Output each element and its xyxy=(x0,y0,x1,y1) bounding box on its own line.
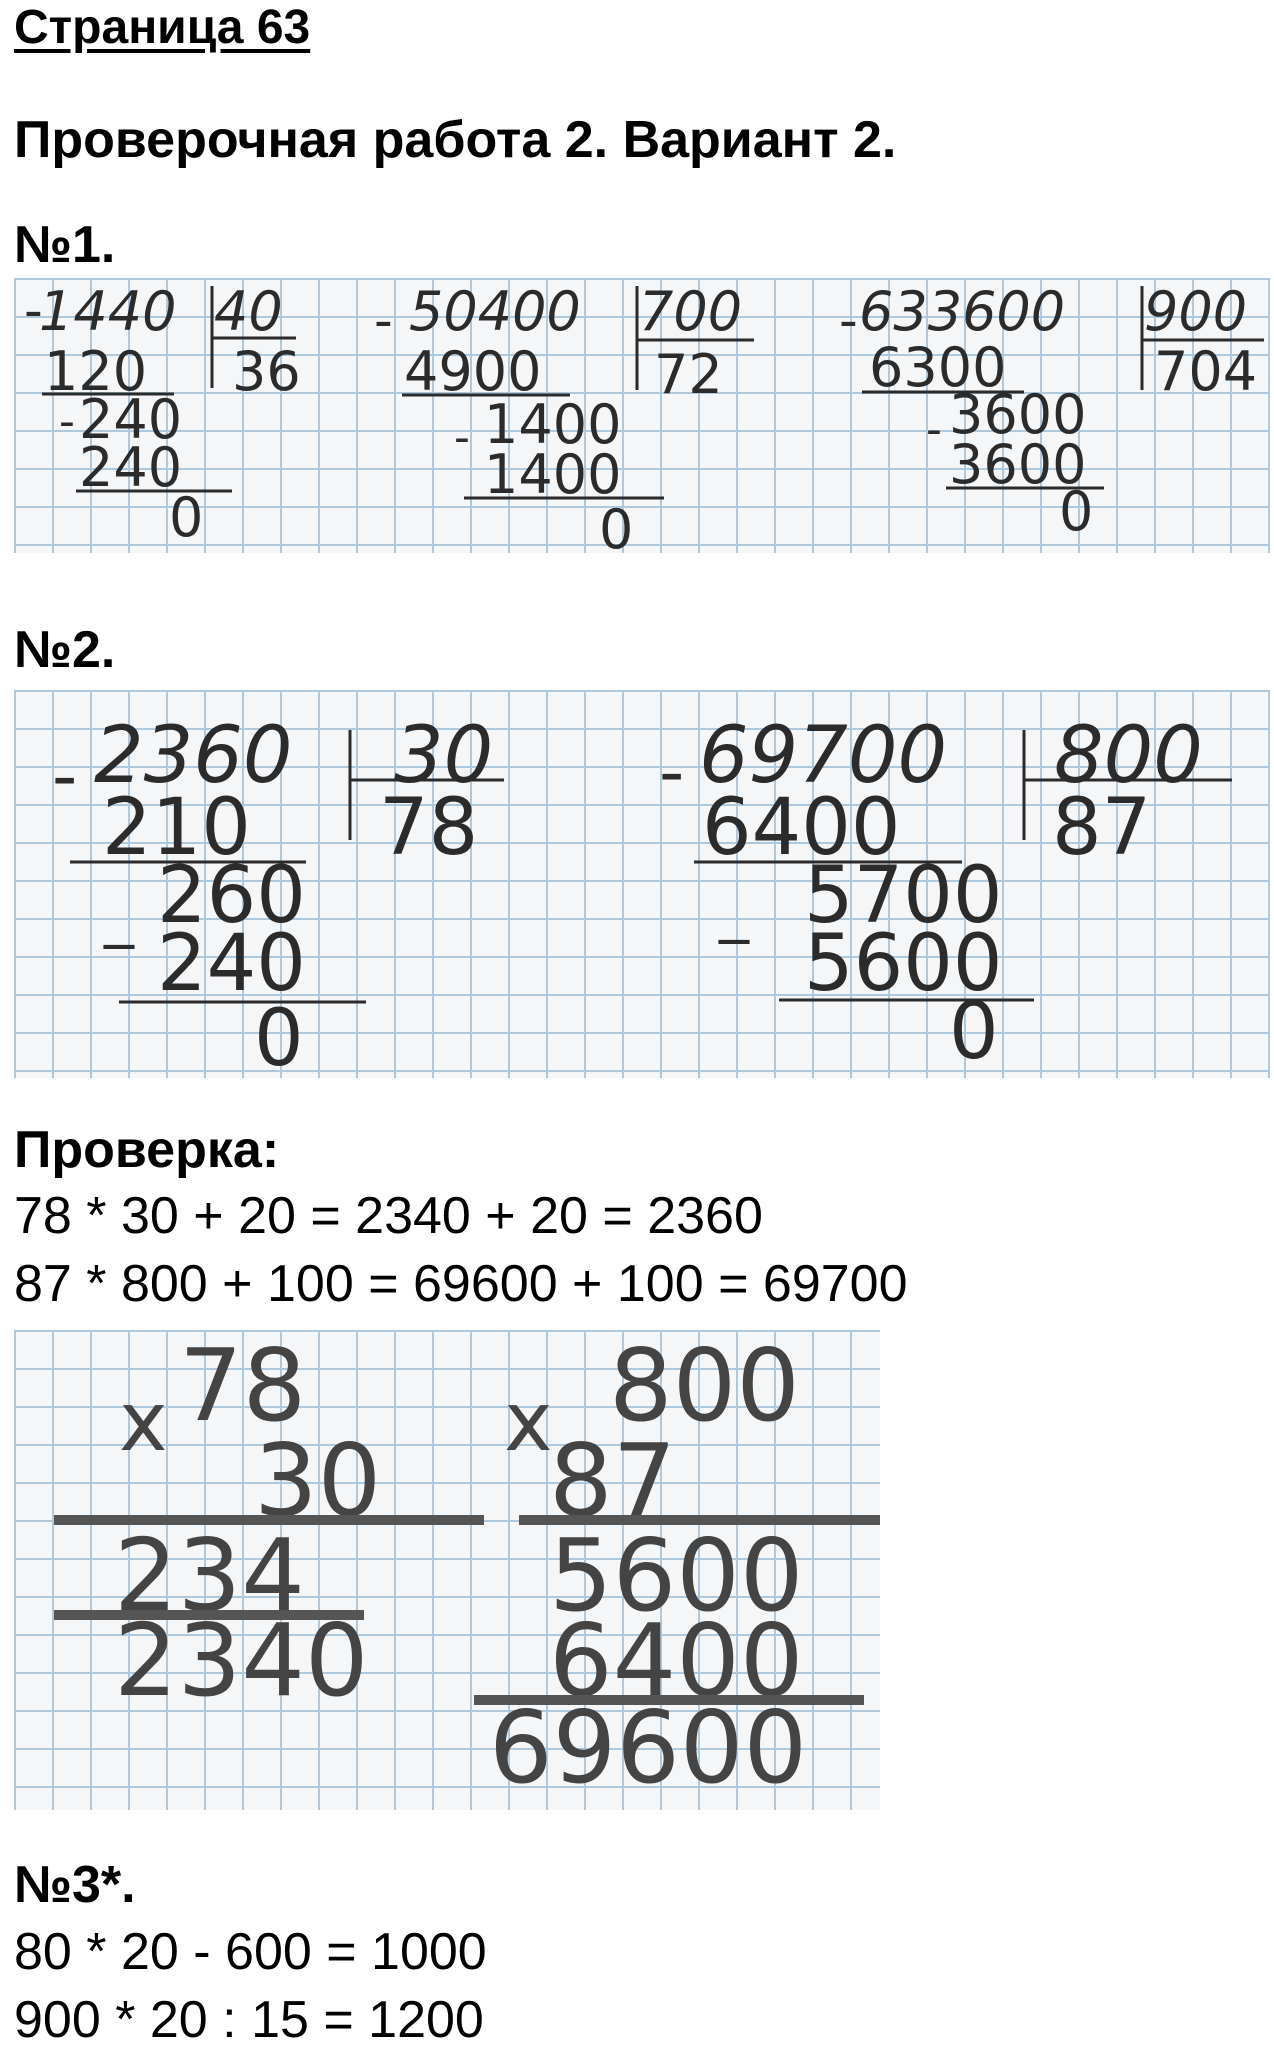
minus-sign: - xyxy=(454,412,470,463)
partial-1: 5600 xyxy=(549,1517,804,1634)
step-3: 3600 xyxy=(949,433,1087,496)
factor-b: 87 xyxy=(549,1422,677,1539)
minus-sign: - xyxy=(52,735,78,817)
task1-divisions xyxy=(14,278,1270,561)
step-1: 6400 xyxy=(702,783,901,873)
dividend: 50400 xyxy=(409,280,581,343)
step-4: 0 xyxy=(599,498,634,561)
task1-label: №1. xyxy=(14,216,116,274)
task3-line-1: 80 * 20 - 600 = 1000 xyxy=(14,1923,487,1981)
step-2: 3600 xyxy=(949,383,1087,446)
partial-1: 234 xyxy=(114,1517,305,1634)
division-1 xyxy=(52,711,504,1084)
dividend: 633600 xyxy=(859,280,1066,343)
factor-a: 800 xyxy=(609,1327,800,1444)
product-result: 69600 xyxy=(489,1689,808,1806)
step-4: 0 xyxy=(254,994,304,1084)
step-1: 210 xyxy=(102,783,251,873)
dividend: 2360 xyxy=(94,711,293,801)
multiply-sign: x xyxy=(504,1375,553,1470)
work-title: Проверочная работа 2. Вариант 2. xyxy=(14,111,897,169)
divisor: 40 xyxy=(214,280,283,343)
task2-label: №2. xyxy=(14,621,116,679)
minus-sign: _ xyxy=(719,875,749,945)
step-2: 260 xyxy=(157,851,306,941)
step-1: 120 xyxy=(44,340,148,403)
dividend: 69700 xyxy=(699,711,948,801)
step-2: 1400 xyxy=(484,393,622,456)
task2-paper xyxy=(14,690,1270,1084)
step-4: 0 xyxy=(169,486,204,549)
check-multiplications xyxy=(14,1327,880,1810)
step-1: 6300 xyxy=(869,336,1007,399)
check-label: Проверка: xyxy=(14,1121,280,1179)
task3-line-2: 900 * 20 : 15 = 1200 xyxy=(14,1991,484,2049)
minus-sign: - xyxy=(926,404,942,455)
minus-sign: - xyxy=(839,291,858,351)
quotient: 72 xyxy=(654,343,723,406)
task1-paper xyxy=(14,278,1270,561)
divisor: 700 xyxy=(639,280,743,343)
dividend: 1440 xyxy=(39,280,177,343)
minus-sign: - xyxy=(59,396,75,447)
step-4: 0 xyxy=(949,987,999,1077)
minus-sign: _ xyxy=(104,880,134,950)
step-3: 240 xyxy=(79,436,183,499)
divisor: 800 xyxy=(1054,711,1203,801)
step-3: 5600 xyxy=(804,919,1003,1009)
division-3 xyxy=(839,280,1264,543)
check-line-2: 87 * 800 + 100 = 69600 + 100 = 69700 xyxy=(14,1255,908,1313)
partial-2: 6400 xyxy=(549,1602,804,1719)
minus-sign: - xyxy=(24,281,43,341)
quotient: 87 xyxy=(1052,783,1152,873)
check-line-1: 78 * 30 + 20 = 2340 + 20 = 2360 xyxy=(14,1187,763,1245)
step-1: 4900 xyxy=(404,340,542,403)
division-1 xyxy=(24,280,301,549)
step-3: 1400 xyxy=(484,443,622,506)
factor-b: 30 xyxy=(254,1422,382,1539)
step-3: 240 xyxy=(157,919,306,1009)
quotient: 36 xyxy=(232,340,301,403)
minus-sign: - xyxy=(659,731,685,813)
multiply-sign: x xyxy=(119,1375,168,1470)
minus-sign: - xyxy=(374,291,393,351)
page-title: Страница 63 xyxy=(14,1,311,54)
quotient: 704 xyxy=(1154,340,1258,403)
division-2 xyxy=(659,711,1232,1077)
multiplication-paper xyxy=(14,1327,880,1810)
factor-a: 78 xyxy=(179,1327,307,1444)
step-2: 240 xyxy=(79,388,183,451)
multiplication-1 xyxy=(54,1327,484,1719)
step-4: 0 xyxy=(1059,480,1094,543)
multiplication-2 xyxy=(474,1327,880,1806)
step-2: 5700 xyxy=(804,851,1003,941)
quotient: 78 xyxy=(379,783,479,873)
partial-2: 2340 xyxy=(114,1602,369,1719)
divisor: 30 xyxy=(394,711,494,801)
divisor: 900 xyxy=(1144,280,1248,343)
division-2 xyxy=(374,280,754,561)
task3-label: №3*. xyxy=(14,1856,136,1914)
task2-divisions xyxy=(14,690,1270,1084)
